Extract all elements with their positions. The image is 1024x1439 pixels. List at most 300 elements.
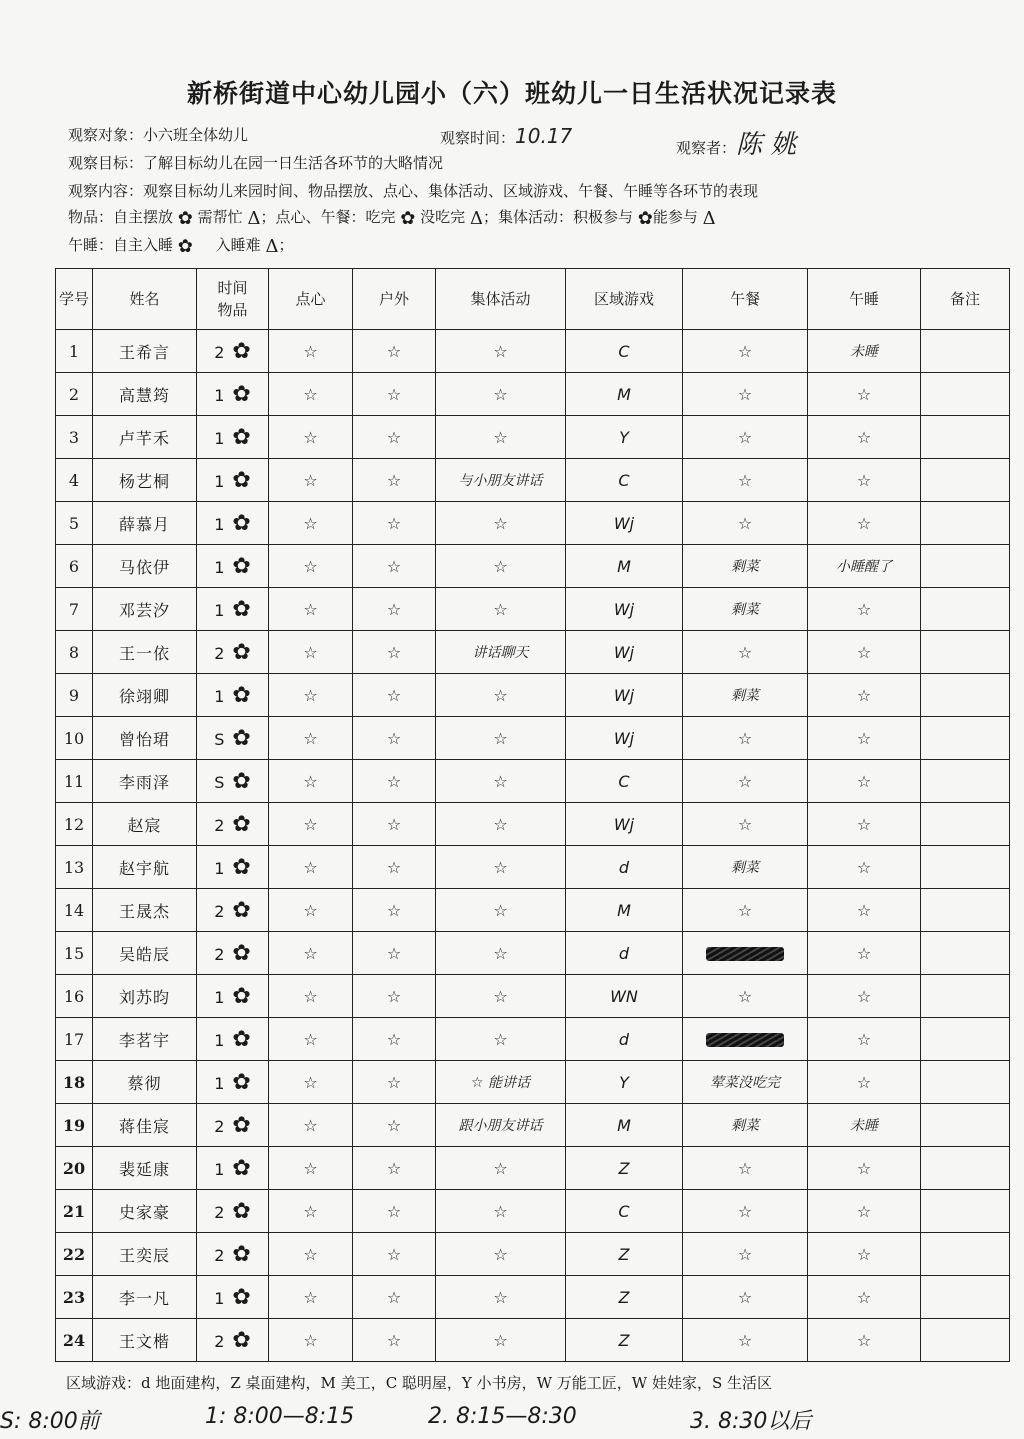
col-outdoor: 户外 xyxy=(353,269,436,330)
cell-group: ☆ xyxy=(436,803,566,846)
table-row xyxy=(56,1018,1010,1061)
star-icon: ✿ xyxy=(232,811,251,837)
cell-name: 马依伊 xyxy=(93,545,197,588)
cell-lunch: ☆ xyxy=(683,1233,808,1276)
cell-lunch: ☆ xyxy=(683,1190,808,1233)
cell-remark xyxy=(921,1147,1010,1190)
cell-name: 赵宇航 xyxy=(93,846,197,889)
cell-lunch: ☆ xyxy=(683,330,808,373)
arrival-code: 2 xyxy=(214,643,225,663)
cell-zone: Wj xyxy=(566,674,683,717)
cell-time xyxy=(197,545,269,588)
col-remark: 备注 xyxy=(921,269,1010,330)
cell-no: 8 xyxy=(56,631,93,674)
cell-no: 4 xyxy=(56,459,93,502)
cell-group: ☆ xyxy=(436,889,566,932)
key-text: 没吃完 xyxy=(420,208,466,226)
cell-remark xyxy=(921,1319,1010,1362)
cell-lunch: ☆ xyxy=(683,373,808,416)
cell-outdoor: ☆ xyxy=(353,760,436,803)
cell-group: ☆ xyxy=(436,1147,566,1190)
cell-time xyxy=(197,717,269,760)
cell-zone: Z xyxy=(566,1276,683,1319)
star-icon: ✿ xyxy=(232,768,251,794)
cell-snack: ☆ xyxy=(269,502,353,545)
cell-time xyxy=(197,1190,269,1233)
cell-nap: ☆ xyxy=(808,975,921,1018)
cell-name: 史家豪 xyxy=(93,1190,197,1233)
cell-name: 李雨泽 xyxy=(93,760,197,803)
cell-outdoor: ☆ xyxy=(353,1104,436,1147)
cell-outdoor: ☆ xyxy=(353,932,436,975)
cell-time xyxy=(197,846,269,889)
cell-nap: ☆ xyxy=(808,803,921,846)
arrival-code: 1 xyxy=(214,471,225,491)
cell-snack: ☆ xyxy=(269,1319,353,1362)
cell-remark xyxy=(921,459,1010,502)
cell-group: ☆ xyxy=(436,674,566,717)
arrival-code: 2 xyxy=(214,1245,225,1265)
cell-time xyxy=(197,1104,269,1147)
cell-group: ☆ xyxy=(436,1233,566,1276)
star-icon: ✿ xyxy=(232,725,251,751)
arrival-code: 1 xyxy=(214,1159,225,1179)
content-value: 观察目标幼儿来园时间、物品摆放、点心、集体活动、区域游戏、午餐、午睡等各环节的表现 xyxy=(143,182,759,200)
table-row xyxy=(56,760,1010,803)
arrival-code: 1 xyxy=(214,987,225,1007)
cell-outdoor: ☆ xyxy=(353,846,436,889)
table-row xyxy=(56,1233,1010,1276)
cell-name: 刘苏昀 xyxy=(93,975,197,1018)
cell-snack: ☆ xyxy=(269,330,353,373)
cell-nap: ☆ xyxy=(808,588,921,631)
cell-zone: M xyxy=(566,373,683,416)
cell-nap: 未睡 xyxy=(808,1104,921,1147)
cell-nap: ☆ xyxy=(808,1190,921,1233)
cell-zone: M xyxy=(566,545,683,588)
cell-remark xyxy=(921,674,1010,717)
key-text: 能参与 xyxy=(652,208,698,226)
cell-remark xyxy=(921,631,1010,674)
cell-lunch: ☆ xyxy=(683,459,808,502)
cell-remark xyxy=(921,373,1010,416)
cell-remark xyxy=(921,545,1010,588)
cell-outdoor: ☆ xyxy=(353,631,436,674)
cell-lunch: ☆ xyxy=(683,803,808,846)
cell-name: 曾怡珺 xyxy=(93,717,197,760)
cell-outdoor: ☆ xyxy=(353,1147,436,1190)
cell-nap: ☆ xyxy=(808,1147,921,1190)
cell-name: 徐翊卿 xyxy=(93,674,197,717)
cell-nap: 未睡 xyxy=(808,330,921,373)
cell-outdoor: ☆ xyxy=(353,588,436,631)
cell-outdoor: ☆ xyxy=(353,1276,436,1319)
cell-nap: ☆ xyxy=(808,932,921,975)
cell-zone: Wj xyxy=(566,502,683,545)
arrival-code: 2 xyxy=(214,815,225,835)
arrival-code: 2 xyxy=(214,901,225,921)
content-label: 观察内容： xyxy=(68,182,144,200)
cell-name: 赵宸 xyxy=(93,803,197,846)
arrival-code: 1 xyxy=(214,557,225,577)
star-icon: ✿ xyxy=(232,381,251,407)
table-row xyxy=(56,1104,1010,1147)
cell-snack: ☆ xyxy=(269,416,353,459)
star-icon: ✿ xyxy=(232,1241,251,1267)
cell-outdoor: ☆ xyxy=(353,803,436,846)
cell-zone: C xyxy=(566,330,683,373)
cell-snack: ☆ xyxy=(269,459,353,502)
cell-outdoor: ☆ xyxy=(353,1190,436,1233)
cell-remark xyxy=(921,1190,1010,1233)
cell-no: 5 xyxy=(56,502,93,545)
cell-nap: ☆ xyxy=(808,416,921,459)
cell-no: 23 xyxy=(56,1276,93,1319)
cell-group: ☆ xyxy=(436,1319,566,1362)
cell-remark xyxy=(921,803,1010,846)
cell-nap: ☆ xyxy=(808,846,921,889)
star-icon: ✿ xyxy=(232,338,251,364)
cell-name: 王晟杰 xyxy=(93,889,197,932)
cell-group: ☆ xyxy=(436,416,566,459)
table-row xyxy=(56,889,1010,932)
cell-remark xyxy=(921,330,1010,373)
table-row xyxy=(56,1061,1010,1104)
cell-time xyxy=(197,416,269,459)
cell-no: 16 xyxy=(56,975,93,1018)
star-icon: ✿ xyxy=(232,1112,251,1138)
cell-nap: ☆ xyxy=(808,760,921,803)
cell-group: 讲话聊天 xyxy=(436,631,566,674)
cell-nap: ☆ xyxy=(808,1276,921,1319)
cell-time xyxy=(197,330,269,373)
cell-snack: ☆ xyxy=(269,674,353,717)
cell-nap: 小睡醒了 xyxy=(808,545,921,588)
cell-time xyxy=(197,889,269,932)
crossed-out-mark xyxy=(706,1033,784,1047)
observer-signature: 陈 姚 xyxy=(736,130,797,160)
cell-zone: Wj xyxy=(566,588,683,631)
cell-no: 9 xyxy=(56,674,93,717)
star-icon: ✿ xyxy=(232,1026,251,1052)
cell-outdoor: ☆ xyxy=(353,1018,436,1061)
observation-content xyxy=(68,180,758,201)
key-text: 需帮忙 xyxy=(197,208,243,226)
arrival-code: 1 xyxy=(214,858,225,878)
cell-group: ☆ xyxy=(436,502,566,545)
cell-remark xyxy=(921,1104,1010,1147)
table-row xyxy=(56,1276,1010,1319)
table-body xyxy=(56,330,1010,1362)
cell-nap: ☆ xyxy=(808,717,921,760)
cell-remark xyxy=(921,1061,1010,1104)
col-snack: 点心 xyxy=(269,269,353,330)
table-row xyxy=(56,674,1010,717)
star-icon: ✿ xyxy=(232,940,251,966)
star-icon: ✿ xyxy=(232,682,251,708)
zone-legend: 区域游戏：d 地面建构，Z 桌面建构，M 美工，C 聪明屋，Y 小书房，W 万能工匠，W 娃娃家，S 生活区 xyxy=(66,1374,773,1392)
cell-time xyxy=(197,373,269,416)
cell-name: 高慧筠 xyxy=(93,373,197,416)
cell-snack: ☆ xyxy=(269,1018,353,1061)
cell-group: ☆ xyxy=(436,846,566,889)
cell-no: 22 xyxy=(56,1233,93,1276)
star-icon: ✿ xyxy=(232,467,251,493)
table-row xyxy=(56,717,1010,760)
cell-group: 与小朋友讲话 xyxy=(436,459,566,502)
cell-nap: ☆ xyxy=(808,1018,921,1061)
cell-outdoor: ☆ xyxy=(353,674,436,717)
cell-no: 11 xyxy=(56,760,93,803)
cell-lunch: ☆ xyxy=(683,975,808,1018)
arrival-code: S xyxy=(214,729,225,749)
cell-outdoor: ☆ xyxy=(353,416,436,459)
cell-group: ☆ xyxy=(436,588,566,631)
cell-snack: ☆ xyxy=(269,760,353,803)
cell-zone: Z xyxy=(566,1319,683,1362)
cell-lunch xyxy=(683,1018,808,1061)
cell-remark xyxy=(921,502,1010,545)
star-icon: ✿ xyxy=(232,510,251,536)
cell-outdoor: ☆ xyxy=(353,502,436,545)
col-nap: 午睡 xyxy=(808,269,921,330)
cell-group: ☆ xyxy=(436,932,566,975)
cell-snack: ☆ xyxy=(269,1147,353,1190)
arrival-code: 1 xyxy=(214,686,225,706)
key-text: ； xyxy=(278,236,294,254)
arrival-code: 1 xyxy=(214,1288,225,1308)
cell-group: ☆ 能讲话 xyxy=(436,1061,566,1104)
cell-snack: ☆ xyxy=(269,545,353,588)
cell-time xyxy=(197,588,269,631)
cell-time xyxy=(197,502,269,545)
cell-name: 吴皓辰 xyxy=(93,932,197,975)
cell-group: ☆ xyxy=(436,330,566,373)
cell-name: 王希言 xyxy=(93,330,197,373)
cell-snack: ☆ xyxy=(269,803,353,846)
cell-outdoor: ☆ xyxy=(353,717,436,760)
col-zone: 区域游戏 xyxy=(566,269,683,330)
symbol-key-items xyxy=(68,206,716,228)
cell-remark xyxy=(921,588,1010,631)
triangle-icon: Δ xyxy=(702,208,716,229)
cell-no: 10 xyxy=(56,717,93,760)
table-row xyxy=(56,932,1010,975)
star-icon: ✿ xyxy=(232,897,251,923)
arrival-code: 2 xyxy=(214,944,225,964)
cell-remark xyxy=(921,932,1010,975)
cell-remark xyxy=(921,975,1010,1018)
cell-no: 1 xyxy=(56,330,93,373)
table-row xyxy=(56,373,1010,416)
cell-no: 24 xyxy=(56,1319,93,1362)
table-row xyxy=(56,1319,1010,1362)
time-note-3: 3. 8:30以后 xyxy=(690,1409,812,1434)
cell-snack: ☆ xyxy=(269,1276,353,1319)
key-text: 午睡：自主入睡 xyxy=(68,236,174,254)
cell-outdoor: ☆ xyxy=(353,545,436,588)
triangle-icon: Δ xyxy=(247,208,261,229)
cell-lunch: ☆ xyxy=(683,1147,808,1190)
table-row xyxy=(56,588,1010,631)
cell-lunch: 剩菜 xyxy=(683,674,808,717)
cell-snack: ☆ xyxy=(269,1061,353,1104)
cell-time xyxy=(197,631,269,674)
table-row xyxy=(56,975,1010,1018)
cell-snack: ☆ xyxy=(269,846,353,889)
arrival-code: 1 xyxy=(214,600,225,620)
cell-no: 15 xyxy=(56,932,93,975)
cell-time xyxy=(197,1147,269,1190)
cell-lunch: ☆ xyxy=(683,717,808,760)
cell-name: 李一凡 xyxy=(93,1276,197,1319)
cell-no: 6 xyxy=(56,545,93,588)
key-text: 入睡难 xyxy=(215,236,261,254)
cell-time xyxy=(197,1061,269,1104)
col-time: 时间物品 xyxy=(197,269,269,330)
arrival-code: 1 xyxy=(214,1073,225,1093)
cell-zone: C xyxy=(566,760,683,803)
time-note-s: S: 8:00前 xyxy=(0,1409,100,1434)
table-row xyxy=(56,1190,1010,1233)
cell-remark xyxy=(921,760,1010,803)
goal-label: 观察目标： xyxy=(68,154,144,172)
page-title: 新桥街道中心幼儿园小（六）班幼儿一日生活状况记录表 xyxy=(186,79,837,108)
star-icon: ✿ xyxy=(232,1198,251,1224)
object-value: 小六班全体幼儿 xyxy=(143,126,249,144)
cell-remark xyxy=(921,889,1010,932)
cell-group: ☆ xyxy=(436,545,566,588)
cell-no: 7 xyxy=(56,588,93,631)
observer xyxy=(676,124,796,161)
cell-snack: ☆ xyxy=(269,1190,353,1233)
table-header xyxy=(56,269,1010,330)
cell-zone: M xyxy=(566,1104,683,1147)
cell-group: ☆ xyxy=(436,717,566,760)
star-icon: ✿ xyxy=(637,208,653,229)
col-no: 学号 xyxy=(56,269,93,330)
star-icon: ✿ xyxy=(177,236,193,257)
cell-name: 杨艺桐 xyxy=(93,459,197,502)
record-table xyxy=(55,268,1010,1362)
cell-time xyxy=(197,1018,269,1061)
cell-snack: ☆ xyxy=(269,588,353,631)
cell-no: 20 xyxy=(56,1147,93,1190)
cell-snack: ☆ xyxy=(269,889,353,932)
star-icon: ✿ xyxy=(232,983,251,1009)
symbol-key-nap xyxy=(68,234,293,256)
star-icon: ✿ xyxy=(232,1155,251,1181)
cell-no: 21 xyxy=(56,1190,93,1233)
cell-zone: d xyxy=(566,846,683,889)
triangle-icon: Δ xyxy=(265,236,279,257)
cell-name: 裴延康 xyxy=(93,1147,197,1190)
cell-nap: ☆ xyxy=(808,889,921,932)
cell-time xyxy=(197,760,269,803)
table-row xyxy=(56,416,1010,459)
cell-name: 卢芊禾 xyxy=(93,416,197,459)
star-icon: ✿ xyxy=(400,208,416,229)
cell-group: ☆ xyxy=(436,975,566,1018)
table-row xyxy=(56,459,1010,502)
cell-lunch: ☆ xyxy=(683,502,808,545)
star-icon: ✿ xyxy=(232,596,251,622)
cell-zone: Wj xyxy=(566,803,683,846)
time-label: 观察时间： xyxy=(440,129,516,147)
cell-outdoor: ☆ xyxy=(353,1233,436,1276)
cell-outdoor: ☆ xyxy=(353,330,436,373)
cell-no: 19 xyxy=(56,1104,93,1147)
cell-lunch xyxy=(683,932,808,975)
observation-object xyxy=(68,124,248,145)
triangle-icon: Δ xyxy=(469,208,483,229)
cell-time xyxy=(197,803,269,846)
time-note-2: 2. 8:15—8:30 xyxy=(428,1404,577,1429)
cell-lunch: 剩菜 xyxy=(683,545,808,588)
cell-zone: d xyxy=(566,1018,683,1061)
star-icon: ✿ xyxy=(232,1069,251,1095)
cell-snack: ☆ xyxy=(269,631,353,674)
observer-label: 观察者： xyxy=(676,139,737,157)
cell-remark xyxy=(921,846,1010,889)
cell-time xyxy=(197,1319,269,1362)
cell-snack: ☆ xyxy=(269,975,353,1018)
cell-group: ☆ xyxy=(436,1018,566,1061)
cell-time xyxy=(197,975,269,1018)
cell-nap: ☆ xyxy=(808,373,921,416)
cell-no: 13 xyxy=(56,846,93,889)
key-text: 物品：自主摆放 xyxy=(68,208,174,226)
cell-snack: ☆ xyxy=(269,932,353,975)
cell-snack: ☆ xyxy=(269,1233,353,1276)
cell-no: 12 xyxy=(56,803,93,846)
star-icon: ✿ xyxy=(232,639,251,665)
cell-lunch: 剩菜 xyxy=(683,1104,808,1147)
col-lunch: 午餐 xyxy=(683,269,808,330)
cell-group: ☆ xyxy=(436,1276,566,1319)
cell-remark xyxy=(921,1233,1010,1276)
cell-zone: Wj xyxy=(566,631,683,674)
cell-lunch: ☆ xyxy=(683,889,808,932)
cell-outdoor: ☆ xyxy=(353,1319,436,1362)
cell-zone: d xyxy=(566,932,683,975)
cell-time xyxy=(197,459,269,502)
cell-nap: ☆ xyxy=(808,674,921,717)
cell-time xyxy=(197,1276,269,1319)
arrival-code: S xyxy=(214,772,225,792)
cell-outdoor: ☆ xyxy=(353,889,436,932)
table-row xyxy=(56,846,1010,889)
crossed-out-mark xyxy=(706,947,784,961)
cell-name: 邓芸汐 xyxy=(93,588,197,631)
cell-zone: WN xyxy=(566,975,683,1018)
cell-remark xyxy=(921,717,1010,760)
cell-time xyxy=(197,932,269,975)
cell-snack: ☆ xyxy=(269,1104,353,1147)
cell-no: 2 xyxy=(56,373,93,416)
cell-zone: M xyxy=(566,889,683,932)
table-row xyxy=(56,545,1010,588)
cell-lunch: ☆ xyxy=(683,631,808,674)
cell-nap: ☆ xyxy=(808,1233,921,1276)
cell-nap: ☆ xyxy=(808,502,921,545)
key-text: ；点心、午餐：吃完 xyxy=(260,208,396,226)
observation-time xyxy=(440,124,572,148)
star-icon: ✿ xyxy=(232,1327,251,1353)
cell-remark xyxy=(921,416,1010,459)
table-row xyxy=(56,330,1010,373)
cell-lunch: 剩菜 xyxy=(683,846,808,889)
